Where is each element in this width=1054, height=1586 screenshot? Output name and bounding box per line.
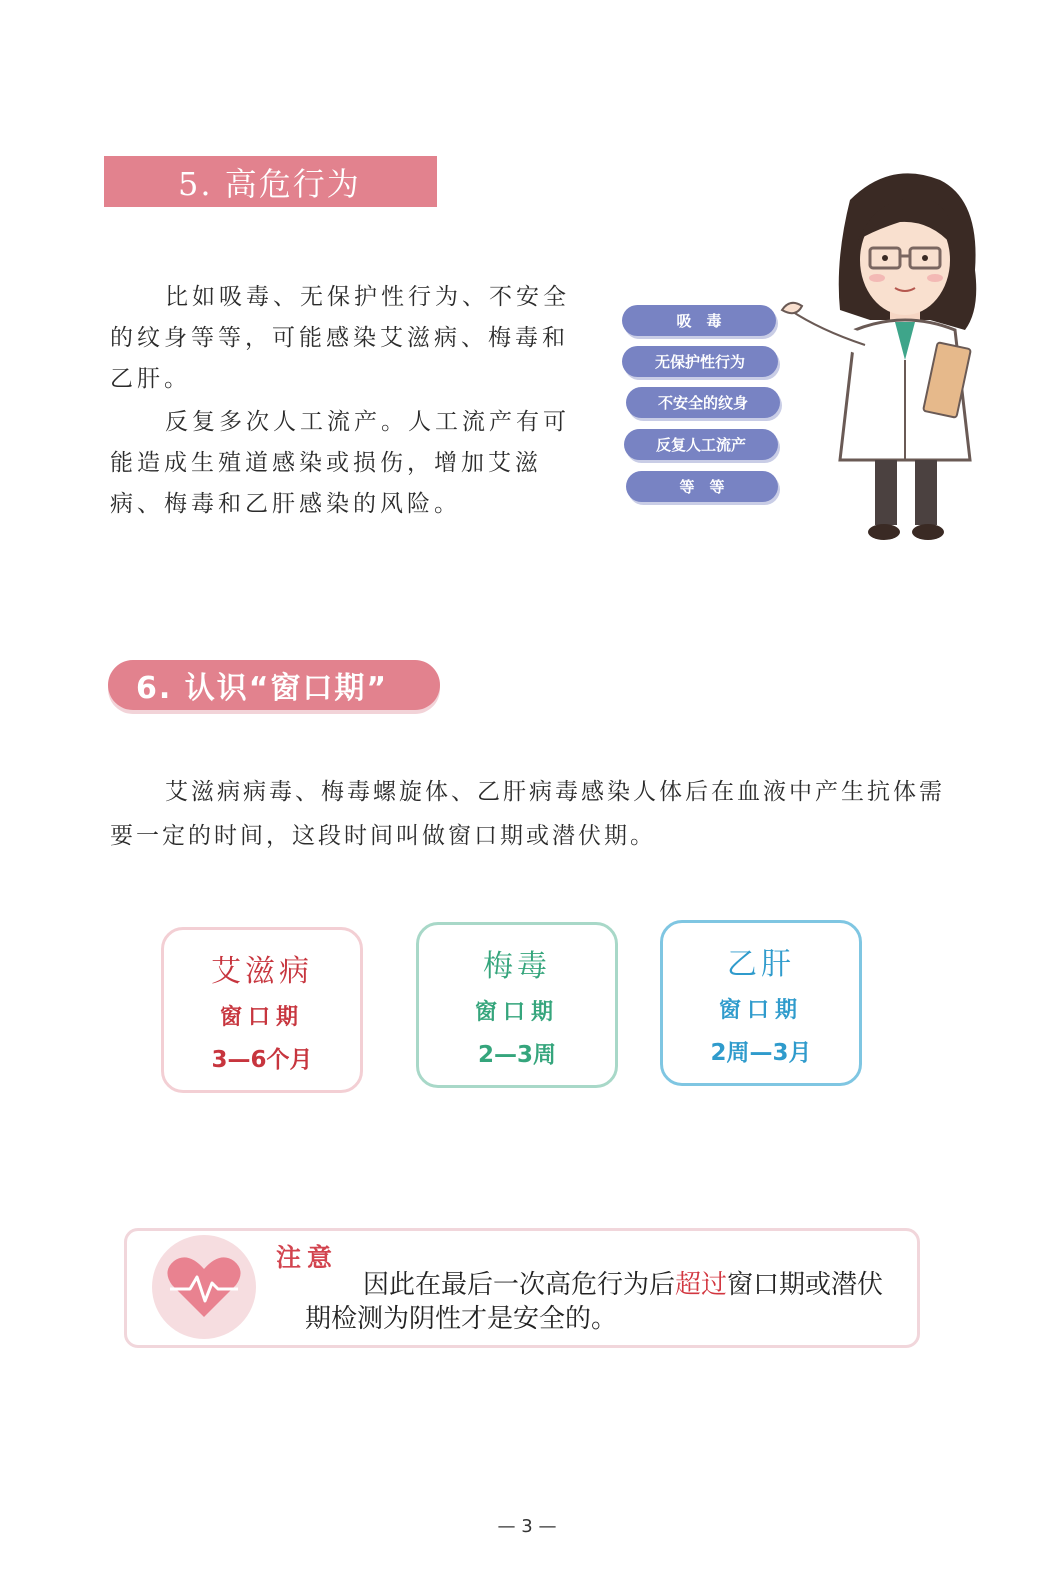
behavior-pill-abortion: 反复人工流产: [624, 429, 778, 460]
section-6-heading: [108, 660, 440, 710]
window-card-syphilis: [416, 922, 618, 1088]
section-5-paragraph-2: 反复多次人工流产。人工流产有可能造成生殖道感染或损伤，增加艾滋病、梅毒和乙肝感染的风险。: [110, 409, 570, 517]
doctor-illustration: [780, 160, 1010, 550]
section-5-paragraph-1: 比如吸毒、无保护性行为、不安全的纹身等等，可能感染艾滋病、梅毒和乙肝。: [110, 284, 570, 392]
page-number: — 3 —: [497, 1516, 557, 1537]
section-6-paragraph: 艾滋病病毒、梅毒螺旋体、乙肝病毒感染人体后在血液中产生抗体需要一定的时间，这段时间叫做窗口期或潜伏期。: [110, 779, 945, 849]
notice-text-end: 窗口期或潜伏期检测为阴性才是安全的。: [305, 1270, 884, 1334]
card-window-duration: 3—6个月: [211, 1047, 313, 1073]
card-window-duration: 2—3周: [477, 1042, 556, 1068]
card-disease-name: 乙肝: [727, 947, 795, 982]
section-6-title: 6. 认识“窗口期”: [136, 671, 389, 706]
behavior-pill-etc: 等 等: [626, 471, 778, 502]
card-window-label: 窗口期: [219, 1004, 304, 1030]
card-window-label: 窗口期: [718, 997, 803, 1023]
card-disease-name: 梅毒: [483, 949, 551, 984]
notice-highlight: 超过: [675, 1270, 728, 1300]
notice-title: 注意: [276, 1243, 339, 1272]
window-card-hepatitis-b: [660, 920, 862, 1086]
card-disease-name: 艾滋病: [211, 954, 313, 989]
card-window-label: 窗口期: [474, 999, 559, 1025]
behavior-pill-unprotected-sex: 无保护性行为: [622, 346, 778, 377]
card-window-duration: 2周—3月: [710, 1040, 812, 1066]
section-5-heading: [104, 156, 437, 207]
notice-text-start: 因此在最后一次高危行为后: [363, 1270, 676, 1300]
notice-text: [305, 1268, 895, 1336]
window-card-aids: [161, 927, 363, 1093]
behavior-pill-drug: 吸 毒: [622, 305, 776, 336]
section-5-title: 5. 高危行为: [178, 164, 361, 203]
behavior-pill-unsafe-tattoo: 不安全的纹身: [626, 387, 780, 418]
heartbeat-icon: [150, 1233, 258, 1341]
